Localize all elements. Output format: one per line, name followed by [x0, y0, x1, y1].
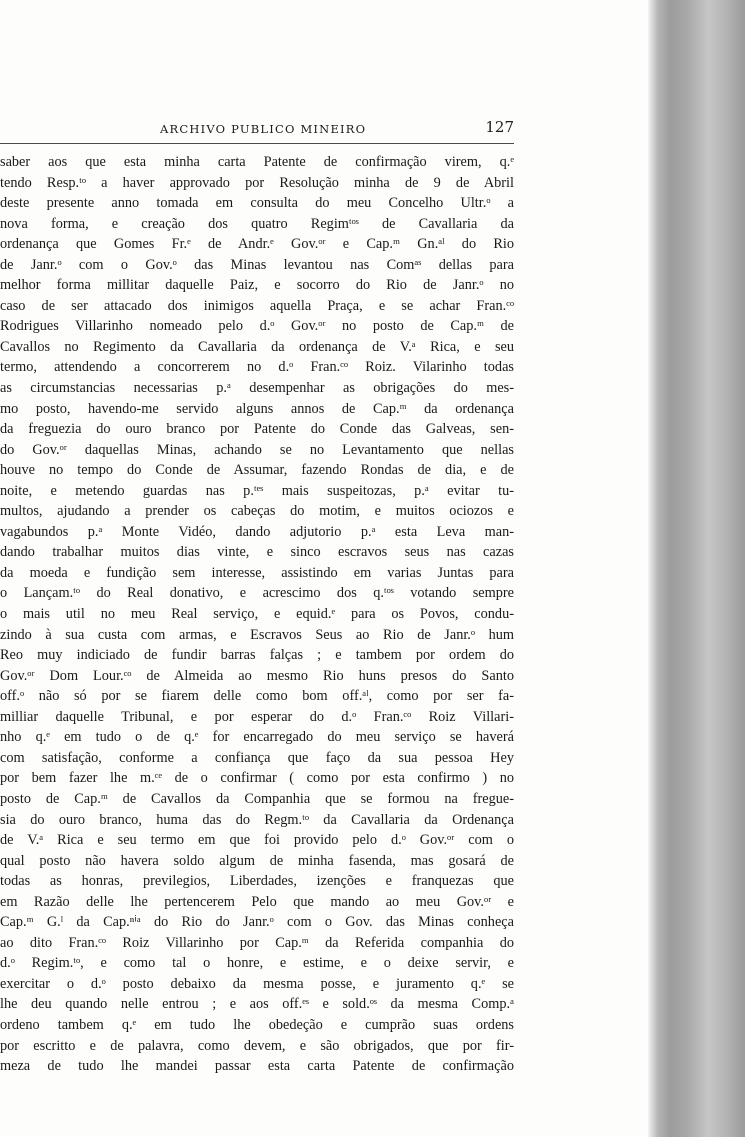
text-line: o mais util no meu Real serviço, e equid.ᵉ para os Povos, condu- [0, 606, 514, 623]
text-line: com satisfação, conforme a confiança que faço da sua pessoa Hey [0, 749, 514, 766]
page-header [0, 118, 514, 140]
text-line: as circumstancias necessarias p.ᵃ desempenhar as obrigações do mes- [0, 380, 514, 397]
text-line: dando trabalhar muitos dias vinte, e sinco escravos seus nas cazas [0, 544, 514, 561]
text-line: Rodrigues Villarinho nomeado pelo d.ᵒ Gov.ᵒʳ no posto de Cap.ᵐ de [0, 318, 514, 335]
text-line: por escritto e de palavra, como devem, e são obrigados, que por fir- [0, 1037, 514, 1054]
text-line: tendo Resp.ᵗᵒ a haver approvado por Resolução minha de 9 de Abril [0, 174, 514, 191]
text-line: termo, attendendo a concorrerem no d.ᵒ Fran.ᶜᵒ Roiz. Vilarinho todas [0, 359, 514, 376]
text-line: melhor forma millitar daquelle Paiz, e socorro do Rio de Janr.ᵒ no [0, 277, 514, 294]
text-line: Cavallos no Regimento da Cavallaria da ordenança de V.ᵃ Rica, e seu [0, 338, 514, 355]
text-line: nho q.ᵉ em tudo o de q.ᵉ for encarregado do meu serviço se haverá [0, 729, 514, 746]
text-line: saber aos que esta minha carta Patente de confirmação virem, q.ᵉ [0, 154, 514, 170]
text-line: por bem fazer lhe m.ᶜᵉ de o confirmar ( como por esta confirmo ) no [0, 770, 514, 787]
text-line: ordeno tambem q.ᵉ em tudo lhe obedeção e cumprão suas ordens [0, 1016, 514, 1033]
text-line: caso de ser attacado dos inimigos aquella Praça, e se achar Fran.ᶜᵒ [0, 297, 514, 314]
text-line: houve no tempo do Conde de Assumar, fazendo Rondas de dia, e de [0, 462, 514, 479]
text-line: noite, e metendo guardas nas p.ᵗᵉˢ mais suspeitozas, p.ᵃ evitar tu- [0, 482, 514, 499]
text-line: vagabundos p.ᵃ Monte Vidéo, dando adjutorio p.ᵃ esta Leva man- [0, 523, 514, 540]
text-line: multos, ajudando a prender os cabeças do motim, e muitos ociozos e [0, 503, 514, 520]
text-line: milliar daquelle Tribunal, e por esperar do d.ᵒ Fran.ᶜᵒ Roiz Villari- [0, 708, 514, 725]
book-gutter-shadow [648, 0, 745, 1137]
text-line: da moeda e fundição sem interesse, assistindo em varias Juntas para [0, 564, 514, 581]
text-line: Gov.ᵒʳ Dom Lour.ᶜᵒ de Almeida ao mesmo Rio huns presos do Santo [0, 667, 514, 684]
text-line: ao dito Fran.ᶜᵒ Roiz Villarinho por Cap.ᵐ da Referida companhia do [0, 934, 514, 951]
text-line: mo posto, havendo-me servido alguns annos de Cap.ᵐ da ordenança [0, 400, 514, 417]
text-line: da freguezia do ouro branco por Patente do Conde das Galveas, sen- [0, 421, 514, 438]
page-number: 127 [485, 118, 514, 136]
text-line: Reo muy indiciado de fundir barras falças ; e tambem por ordem do [0, 647, 514, 664]
text-line: exercitar o d.ᵒ posto debaixo da mesma posse, e juramento q.ᵉ se [0, 975, 514, 992]
text-line: do Gov.ᵒʳ daquellas Minas, achando se no Levantamento que nellas [0, 441, 514, 458]
text-line: Cap.ᵐ G.ˡ da Cap.ⁿⁱᵃ do Rio do Janr.ᵒ com o Gov. das Minas conheça [0, 914, 514, 931]
text-line: d.ᵒ Regim.ᵗᵒ, e como tal o honre, e estime, e o deixe servir, e [0, 955, 514, 972]
text-line: off.ᵒ não só por se fiarem delle como bom off.ᵃˡ, como por ser fa- [0, 688, 514, 705]
text-line: todas as honras, previlegios, Liberdades, izenções e franquezas que [0, 873, 514, 890]
text-line: de V.ᵃ Rica e seu termo em que foi provido pelo d.ᵒ Gov.ᵒʳ com o [0, 832, 514, 849]
body-text [0, 152, 514, 1077]
text-line: posto de Cap.ᵐ de Cavallos da Companhia que se formou na fregue- [0, 790, 514, 807]
running-title: ARCHIVO PUBLICO MINEIRO [160, 122, 367, 136]
text-line: sia do ouro branco, huma das do Regm.ᵗᵒ da Cavallaria da Ordenança [0, 811, 514, 828]
text-line: de Janr.ᵒ com o Gov.ᵒ das Minas levantou nas Comᵃˢ dellas para [0, 256, 514, 273]
text-line: o Lançam.ᵗᵒ do Real donativo, e acrescimo dos q.ᵗᵒˢ votando sempre [0, 585, 514, 602]
text-line: nova forma, e creação dos quatro Regimᵗᵒˢ de Cavallaria da [0, 215, 514, 232]
text-line: qual posto não havera soldo algum de minha fasenda, mas gosará de [0, 852, 514, 869]
text-line: em Razão delle lhe pertencerem Pelo que mando ao meu Gov.ᵒʳ e [0, 893, 514, 910]
text-line: ordenança que Gomes Fr.ᵉ de Andr.ᵉ Gov.ᵒʳ e Cap.ᵐ Gn.ᵃˡ do Rio [0, 236, 514, 253]
text-line: meza de tudo lhe mandei passar esta carta Patente de confirmação [0, 1058, 514, 1075]
text-line: zindo à sua custa com armas, e Escravos Seus ao Rio de Janr.ᵒ hum [0, 626, 514, 643]
text-line: deste presente anno tomada em consulta do meu Concelho Ultr.ᵒ a [0, 195, 514, 212]
text-line: lhe deu quando nelle entrou ; e aos off.ᵉˢ e sold.ᵒˢ da mesma Comp.ᵃ [0, 996, 514, 1013]
header-rule [0, 143, 514, 144]
